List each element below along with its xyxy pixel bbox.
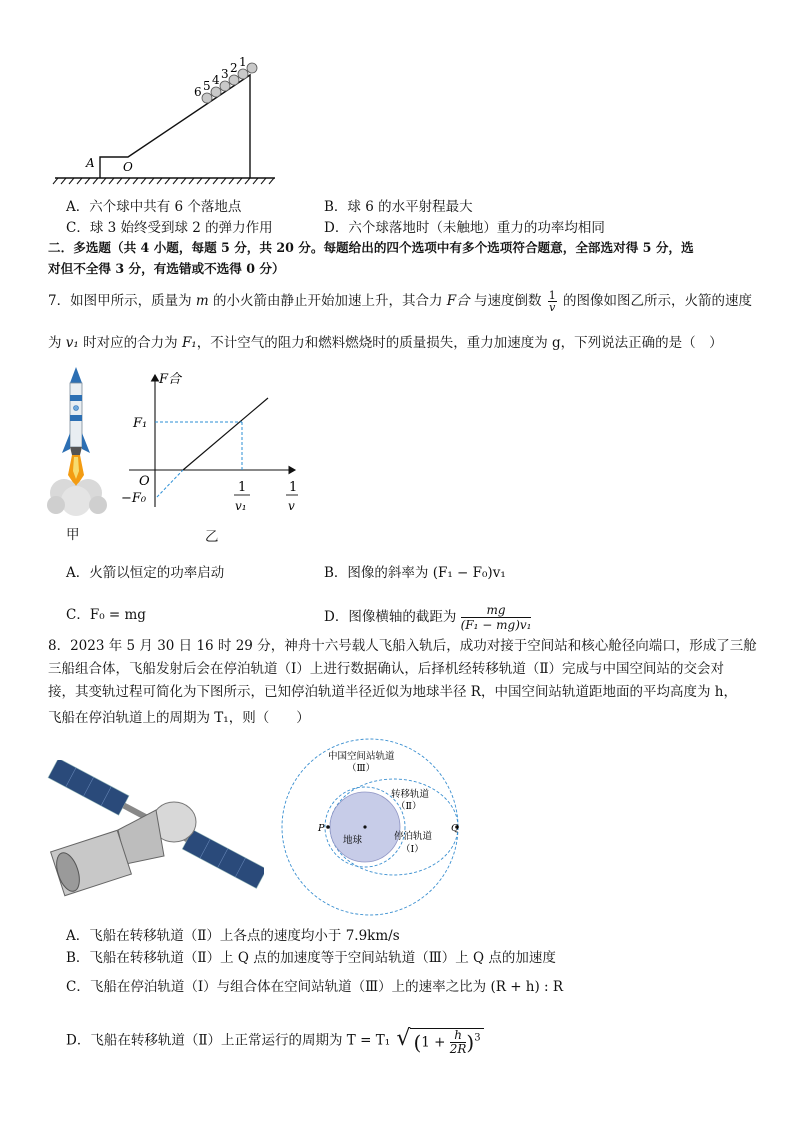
q7-option-d-text: D．图像横轴的截距为 <box>324 609 457 625</box>
figure-label-yi: 乙 <box>205 529 219 545</box>
force-vs-inverse-speed-graph <box>115 367 310 522</box>
q7-speed-symbol: v₁ <box>65 335 79 351</box>
graph-x-tick-den: v₁ <box>235 499 247 513</box>
graph-neg-f0-label: −F₀ <box>121 491 147 506</box>
q8-optd-h: h <box>450 1029 467 1043</box>
graph-x-axis-den: v <box>288 499 295 513</box>
ball-label-1: 1 <box>239 55 247 69</box>
ball-label-2: 2 <box>230 61 238 75</box>
q8-option-c[interactable]: C．飞船在停泊轨道（Ⅰ）与组合体在空间站轨道（Ⅲ）上的速率之比为 (R + h) : R <box>66 979 564 995</box>
q7-stem-line1 <box>48 289 752 313</box>
figure-label-jia: 甲 <box>66 527 80 543</box>
section-heading-line1: 二．多选题（共 4 小题，每题 5 分，共 20 分。每题给出的四个选项中有多个选项符合题意，全部选对得 5 分，选 <box>48 240 694 255</box>
q7-text: 与速度倒数 <box>469 293 546 309</box>
q7-text: 时对应的合力为 <box>78 335 182 351</box>
orbit-diagram <box>270 735 470 920</box>
q6-option-b[interactable]: B．球 6 的水平射程最大 <box>324 199 473 215</box>
q7-force-f1: F₁ <box>181 335 197 351</box>
graph-x-axis-num: 1 <box>289 480 298 495</box>
earth-label: 地球 <box>343 835 363 846</box>
q7-text: 的图像如图乙所示，火箭的速度 <box>558 293 753 309</box>
q7-text: 7．如图甲所示，质量为 <box>48 293 196 309</box>
ball-label-6: 6 <box>194 85 202 99</box>
q7-option-b[interactable]: B．图像的斜率为 (F₁ − F₀)v₁ <box>324 565 506 581</box>
park-orbit-number: （Ⅰ） <box>401 844 424 855</box>
q7-optd-numerator: mg <box>461 603 532 618</box>
ball-label-5: 5 <box>203 79 211 93</box>
q8-option-d[interactable] <box>66 1026 484 1056</box>
q8-optd-2r: 2R <box>449 1041 467 1056</box>
q7-text: ，不计空气的阻力和燃料燃烧时的质量损失，重力加速度为 g，下列说法正确的是（ ） <box>196 335 723 351</box>
point-p-label: P <box>318 823 325 834</box>
point-o-label: O <box>123 160 133 174</box>
q7-mass: m <box>195 293 209 309</box>
q7-stem-line2 <box>48 331 723 351</box>
q8-option-a[interactable]: A．飞船在转移轨道（Ⅱ）上各点的速度均小于 7.9km/s <box>66 928 400 944</box>
q7-option-d[interactable] <box>324 603 531 632</box>
station-orbit-number: （Ⅲ） <box>347 763 376 774</box>
q8-stem-line3: 接，其变轨过程可简化为下图所示，已知停泊轨道半径近似为地球半径 R，中国空间站轨道距地面的平均高度为 h， <box>48 684 737 700</box>
q7-option-c[interactable]: C．F₀ = mg <box>66 607 146 623</box>
graph-x-tick-num: 1 <box>238 480 247 495</box>
transfer-orbit-number: （Ⅱ） <box>396 801 422 812</box>
q7-fraction-1-v: $\frac{1}{v}$ <box>548 289 556 314</box>
q7-option-d-fraction <box>461 603 532 632</box>
q7-text: 的小火箭由静止开始加速上升，其合力 <box>208 293 447 309</box>
ball-label-3: 3 <box>221 67 229 81</box>
q7-optd-denominator: (F₁ − mg)v₁ <box>460 618 532 632</box>
transfer-orbit-label: 转移轨道 <box>391 789 430 800</box>
q6-option-a[interactable]: A．六个球中共有 6 个落地点 <box>66 199 242 215</box>
q8-optd-radical: √ (1 + $\frac{h}{2R}$ )$^3$ <box>396 1026 483 1056</box>
q8-stem-line1: 8．2023 年 5 月 30 日 16 时 29 分，神舟十六号载人飞船入轨后，成功对接于空间站和核心舱径向端口，形成了三舱 <box>48 638 757 654</box>
q8-stem-line4: 飞船在停泊轨道上的周期为 T₁，则（ ） <box>48 710 310 726</box>
graph-y-axis-label: F合 <box>159 372 182 387</box>
station-orbit-label: 中国空间站轨道 <box>328 751 395 762</box>
q8-option-b[interactable]: B．飞船在转移轨道（Ⅱ）上 Q 点的加速度等于空间站轨道（Ⅲ）上 Q 点的加速度 <box>66 950 556 966</box>
point-a-label: A <box>86 156 95 170</box>
q6-option-c[interactable]: C．球 3 始终受到球 2 的弹力作用 <box>66 220 273 236</box>
park-orbit-label: 停泊轨道 <box>394 831 433 842</box>
q7-text: 为 <box>48 335 66 351</box>
point-q-label: Q <box>451 823 459 834</box>
section-heading-line2: 对但不全得 3 分，有选错或不选得 0 分） <box>48 261 285 276</box>
q8-stem-line2: 三船组合体，飞船发射后会在停泊轨道（Ⅰ）上进行数据确认，后择机经转移轨道（Ⅱ）完成与中国空间站的交会对 <box>48 661 725 677</box>
q8-option-d-text: D．飞船在转移轨道（Ⅱ）上正常运行的周期为 T = T₁ <box>66 1032 391 1049</box>
graph-f1-label: F₁ <box>133 416 148 431</box>
q8-optd-exponent: 3 <box>474 1032 481 1043</box>
spacecraft-image <box>46 760 264 900</box>
ball-label-4: 4 <box>212 73 220 87</box>
graph-origin-label: O <box>139 474 150 489</box>
q7-force-symbol: F合 <box>446 293 470 309</box>
rocket-image <box>44 365 114 525</box>
q6-option-d[interactable]: D．六个球落地时（未触地）重力的功率均相同 <box>324 220 605 236</box>
q7-option-a[interactable]: A．火箭以恒定的功率启动 <box>66 565 225 581</box>
q8-optd-fraction <box>450 1029 467 1056</box>
incline-figure <box>50 55 280 185</box>
q8-optd-one-plus: 1 + <box>421 1034 446 1050</box>
